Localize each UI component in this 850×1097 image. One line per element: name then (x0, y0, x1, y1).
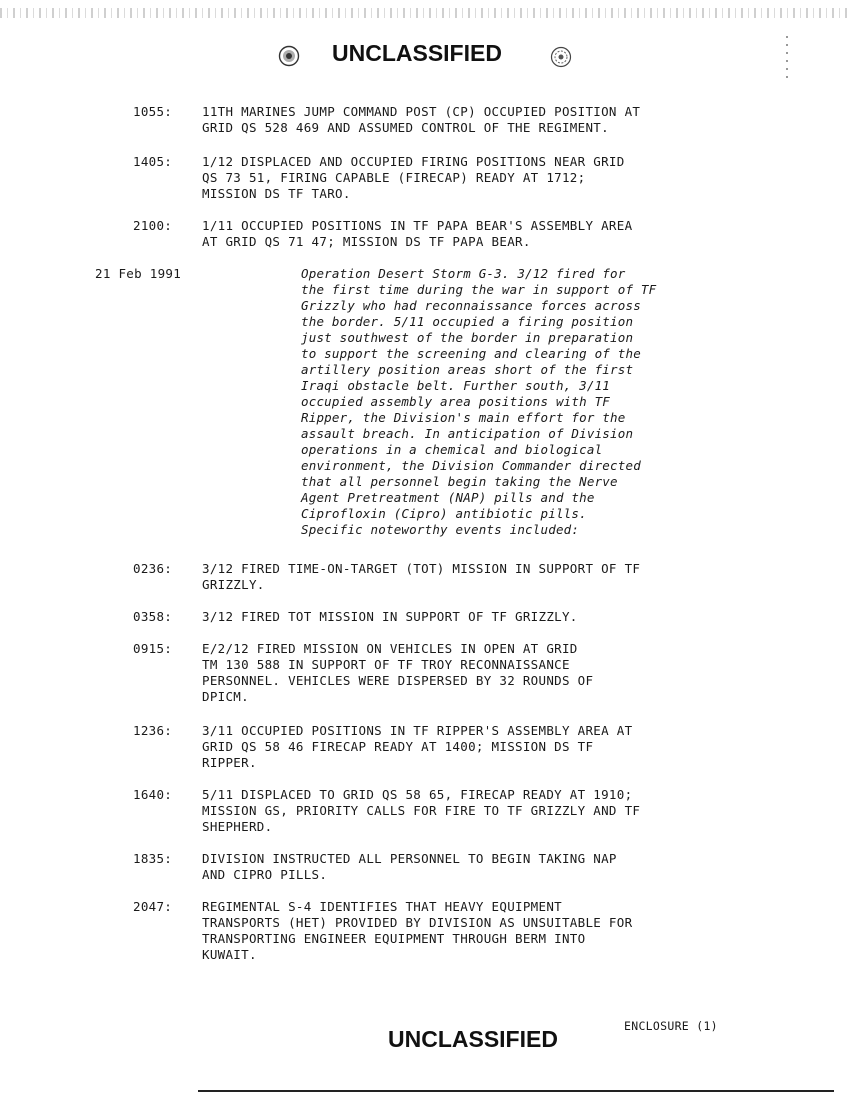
entry-time: 1405: (133, 154, 173, 169)
entry-time: 1055: (133, 104, 173, 119)
day-narrative: Operation Desert Storm G-3. 3/12 fired for the first time during the war in support of TF Grizzly who had reconnaissance forces across the border. 5/11 occupied a firing position just southwest of the border in preparation to support the screening and clearing of the artillery position areas short of the first Iraqi obstacle belt. Further south, 3/11 occupied assembly area positions with TF Ripper, the Division's main effort for the assault breach. In anticipation of Division operations in a chemical and biological environment, the Division Commander directed that all personnel begin taking the Nerve Agent Pretreatment (NAP) pills and the Ciprofloxin (Cipro) antibiotic pills. Specific noteworthy events included: (301, 266, 657, 537)
log-entry (133, 641, 773, 705)
log-entry (133, 218, 773, 250)
enclosure-label: ENCLOSURE (1) (624, 1019, 718, 1033)
entry-text: DIVISION INSTRUCTED ALL PERSONNEL TO BEGIN TAKING NAP AND CIPRO PILLS. (202, 851, 617, 882)
seal-right-icon (550, 46, 572, 68)
entry-time: 2100: (133, 218, 173, 233)
entry-text: 11TH MARINES JUMP COMMAND POST (CP) OCCUPIED POSITION AT GRID QS 528 469 AND ASSUMED CONTROL OF THE REGIMENT. (202, 104, 641, 135)
entry-time: 0358: (133, 609, 173, 624)
date-label: 21 Feb 1991 (95, 266, 182, 281)
entry-time: 2047: (133, 899, 173, 914)
entry-text: 1/12 DISPLACED AND OCCUPIED FIRING POSITIONS NEAR GRID QS 73 51, FIRING CAPABLE (FIRECAP) READY AT 1712; MISSION DS TF TARO. (202, 154, 625, 201)
log-entry (133, 723, 773, 771)
log-entry (133, 787, 773, 835)
entry-time: 1835: (133, 851, 173, 866)
entry-time: 0236: (133, 561, 173, 576)
log-entry (133, 154, 773, 202)
entry-text: REGIMENTAL S-4 IDENTIFIES THAT HEAVY EQUIPMENT TRANSPORTS (HET) PROVIDED BY DIVISION AS UNSUITABLE FOR TRANSPORTING ENGINEER EQUIPMENT THROUGH BERM INTO KUWAIT. (202, 899, 633, 962)
entry-text: E/2/12 FIRED MISSION ON VEHICLES IN OPEN AT GRID TM 130 588 IN SUPPORT OF TF TROY RECONNAISSANCE PERSONNEL. VEHICLES WERE DISPERSED BY 32 ROUNDS OF DPICM. (202, 641, 594, 704)
scan-specks-right (786, 36, 788, 84)
entry-text: 1/11 OCCUPIED POSITIONS IN TF PAPA BEAR'S ASSEMBLY AREA AT GRID QS 71 47; MISSION DS TF PAPA BEAR. (202, 218, 633, 249)
entry-text: 3/12 FIRED TIME-ON-TARGET (TOT) MISSION IN SUPPORT OF TF GRIZZLY. (202, 561, 641, 592)
entry-text: 3/12 FIRED TOT MISSION IN SUPPORT OF TF GRIZZLY. (202, 609, 578, 624)
scan-noise-top (0, 8, 850, 18)
classification-bottom: UNCLASSIFIED (388, 1026, 558, 1052)
log-entry (133, 104, 773, 136)
entry-time: 1236: (133, 723, 173, 738)
classification-top: UNCLASSIFIED (332, 40, 502, 66)
seal-left-icon (278, 45, 300, 67)
entry-text: 3/11 OCCUPIED POSITIONS IN TF RIPPER'S ASSEMBLY AREA AT GRID QS 58 46 FIRECAP READY AT 1400; MISSION DS TF RIPPER. (202, 723, 633, 770)
bottom-rule (198, 1090, 834, 1092)
log-entry (133, 851, 773, 883)
entry-time: 0915: (133, 641, 173, 656)
entry-text: 5/11 DISPLACED TO GRID QS 58 65, FIRECAP READY AT 1910; MISSION GS, PRIORITY CALLS FOR FIRE TO TF GRIZZLY AND TF SHEPHERD. (202, 787, 641, 834)
log-entry (133, 609, 773, 625)
log-entry (133, 899, 773, 963)
entry-time: 1640: (133, 787, 173, 802)
log-entry (133, 561, 773, 593)
